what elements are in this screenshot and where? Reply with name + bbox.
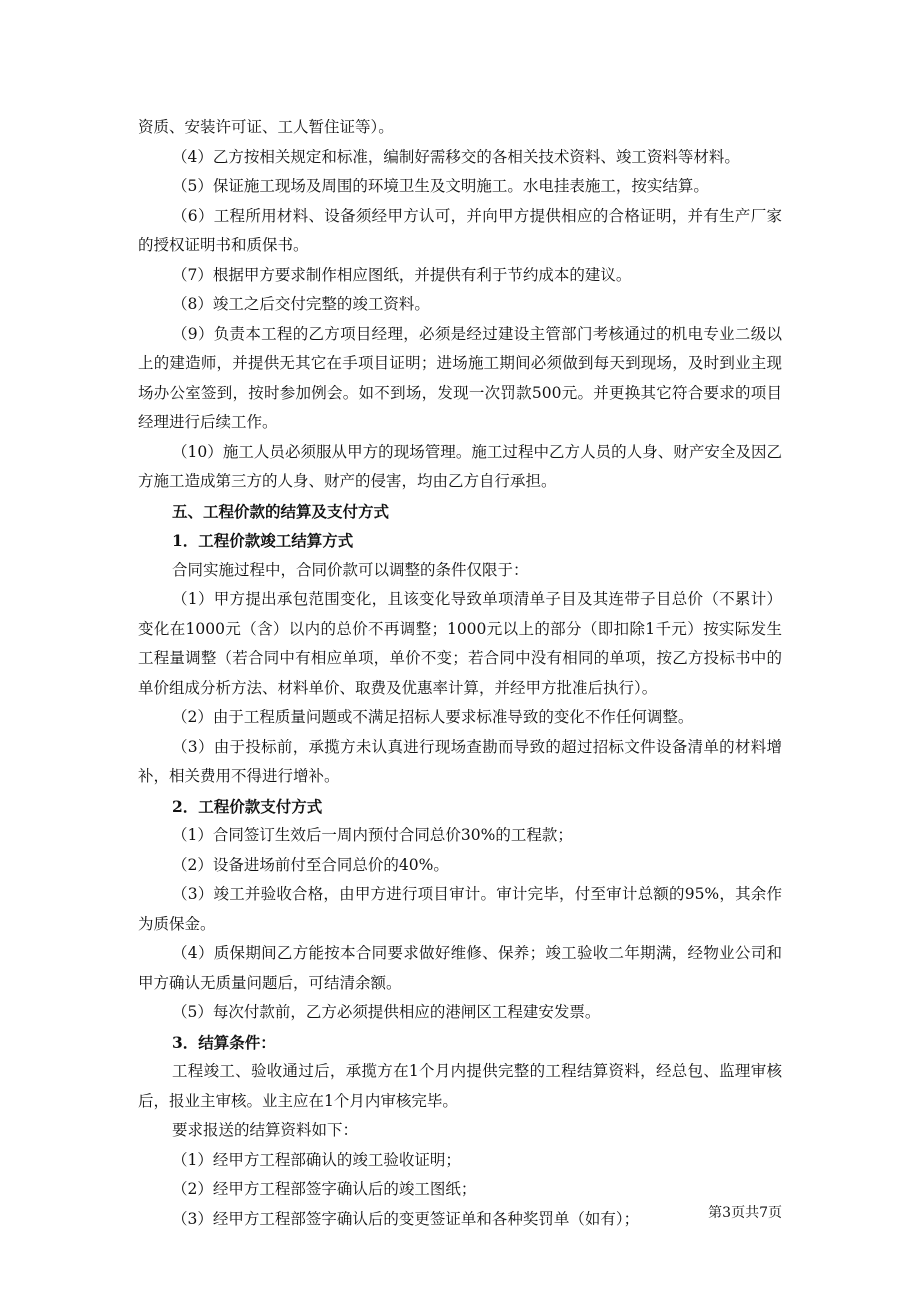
paragraph: （1）合同签订生效后一周内预付合同总价30%的工程款；	[172, 826, 573, 844]
paragraph: （2）由于工程质量问题或不满足招标人要求标准导致的变化不作任何调整。	[172, 708, 694, 726]
paragraph: （7）根据甲方要求制作相应图纸，并提供有利于节约成本的建议。	[172, 265, 632, 284]
paragraph: （2）经甲方工程部签字确认后的竣工图纸；	[172, 1180, 477, 1198]
paragraph: （1）甲方提出承包范围变化，且该变化导致单项清单子目及其连带子目总价（不累计）变化在1000元（含）以内的总价不再调整；1000元以上的部分（即扣除1千元）按实际发生工程量调整（若合同中有相应单项，单价不变；若合同中没有相同的单项，按乙方投标书中的单价组成分析方法、材料单价、取费及优惠率计算，并经甲方批准后执行）。	[138, 590, 782, 697]
paragraph: （5）每次付款前，乙方必须提供相应的港闸区工程建安发票。	[172, 1003, 601, 1021]
section-heading: 1．工程价款竣工结算方式	[172, 531, 354, 550]
paragraph: 资质、安装许可证、工人暂住证等）。	[138, 118, 394, 136]
section-heading: 3．结算条件：	[172, 1032, 276, 1052]
paragraph: 工程竣工、验收通过后，承揽方在1个月内提供完整的工程结算资料，经总包、监理审核后，报业主审核。业主应在1个月内审核完毕。	[138, 1062, 782, 1110]
paragraph: （9）负责本工程的乙方项目经理，必须是经过建设主管部门考核通过的机电专业二级以上的建造师，并提供无其它在手项目证明；进场施工期间必须做到每天到现场，及时到业主现场办公室签到，按时参加例会。如不到场，发现一次罚款500元。并更换其它符合要求的项目经理进行后续工作。	[138, 324, 782, 431]
paragraph: （2）设备进场前付至合同总价的40%。	[172, 855, 449, 874]
page-number: 第3页共7页	[708, 1205, 782, 1221]
section-heading: 2．工程价款支付方式	[172, 796, 323, 816]
paragraph: （8）竣工之后交付完整的竣工资料。	[172, 295, 430, 313]
paragraph: （3）由于投标前，承揽方未认真进行现场查勘而导致的超过招标文件设备清单的材料增补，相关费用不得进行增补。	[138, 737, 782, 785]
paragraph: （3）经甲方工程部签字确认后的变更签证单和各种奖罚单（如有）；	[172, 1209, 640, 1228]
paragraph: （1）经甲方工程部确认的竣工验收证明；	[172, 1150, 461, 1169]
paragraph: 合同实施过程中，合同价款可以调整的条件仅限于：	[172, 560, 529, 579]
paragraph: 要求报送的结算资料如下：	[172, 1121, 359, 1139]
paragraph: （6）工程所用材料、设备须经甲方认可，并向甲方提供相应的合格证明，并有生产厂家的授权证明书和质保书。	[138, 206, 782, 254]
section-heading: 五、工程价款的结算及支付方式	[172, 501, 390, 521]
paragraph: （5）保证施工现场及周围的环境卫生及文明施工。水电挂表施工，按实结算。	[172, 177, 709, 195]
paragraph: （4）质保期间乙方能按本合同要求做好维修、保养；竣工验收二年期满，经物业公司和甲方确认无质量问题后，可结清余额。	[138, 944, 782, 992]
paragraph: （3）竣工并验收合格，由甲方进行项目审计。审计完毕，付至审计总额的95%，其余作为质保金。	[138, 885, 782, 933]
document-body	[138, 113, 782, 1234]
paragraph: （10）施工人员必须服从甲方的现场管理。施工过程中乙方人员的人身、财产安全及因乙方施工造成第三方的人身、财产的侵害，均由乙方自行承担。	[138, 442, 782, 490]
paragraph: （4）乙方按相关规定和标准，编制好需移交的各相关技术资料、竣工资料等材料。	[172, 147, 740, 166]
